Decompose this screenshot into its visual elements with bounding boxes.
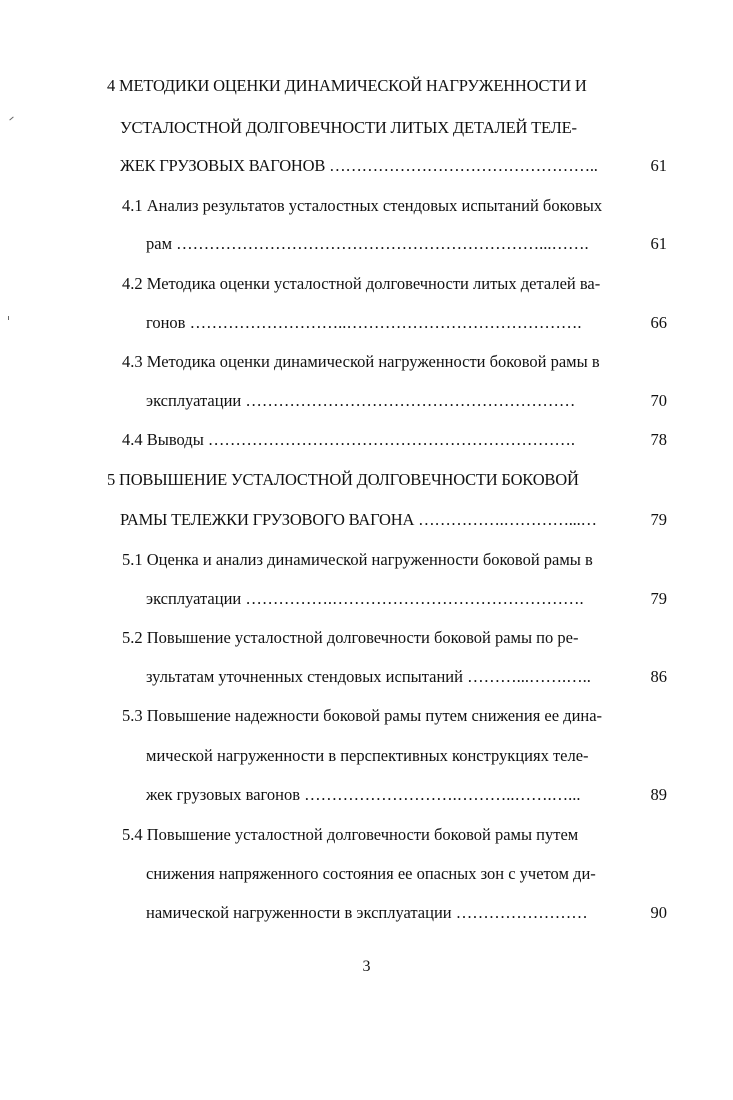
toc-section-4-2-line-2: гонов ………………………..……………………………………. — [146, 313, 582, 332]
toc-chapter-5-line-1: 5 ПОВЫШЕНИЕ УСТАЛОСТНОЙ ДОЛГОВЕЧНОСТИ БОКОВОЙ — [107, 470, 579, 489]
toc-section-4-2-line-1: 4.2 Методика оценки усталостной долговечности литых деталей ва- — [122, 274, 601, 293]
toc-section-5-3-line-2: мической нагруженности в перспективных конструкциях теле- — [146, 746, 589, 765]
toc-chapter-4-page: 61 — [650, 156, 667, 175]
toc-section-4-3-page: 70 — [650, 391, 667, 410]
toc-section-4-2-page: 66 — [650, 313, 667, 332]
toc-section-4-1-page: 61 — [650, 234, 667, 253]
toc-section-5-3-line-1: 5.3 Повышение надежности боковой рамы путем снижения ее дина- — [122, 706, 603, 725]
toc-chapter-4-line-1: 4 МЕТОДИКИ ОЦЕНКИ ДИНАМИЧЕСКОЙ НАГРУЖЕННОСТИ И — [107, 76, 587, 95]
scan-speck — [8, 316, 9, 320]
toc-section-5-1-line-2: эксплуатации …………….………………………………………. — [146, 589, 584, 608]
toc-section-5-3-line-3: жек грузовых вагонов ……………………….………..…….…... — [146, 785, 581, 804]
scan-speck — [9, 117, 13, 121]
toc-section-4-3-line-2: эксплуатации …………………………………………………… — [146, 391, 576, 410]
page-number: 3 — [362, 958, 371, 975]
toc-section-4-3-line-1: 4.3 Методика оценки динамической нагруженности боковой рамы в — [122, 352, 600, 371]
toc-section-5-2-line-2: зультатам уточненных стендовых испытаний ………...…….….. — [146, 667, 591, 686]
toc-chapter-4-line-3: ЖЕК ГРУЗОВЫХ ВАГОНОВ ………………………………………….. — [120, 156, 598, 175]
toc-section-5-1-page: 79 — [650, 589, 667, 608]
toc-section-5-3-page: 89 — [650, 785, 667, 804]
toc-section-5-4-line-1: 5.4 Повышение усталостной долговечности боковой рамы путем — [122, 825, 579, 844]
toc-section-5-2-page: 86 — [650, 667, 667, 686]
toc-section-5-4-line-3: намической нагруженности в эксплуатации …………………… — [146, 903, 588, 922]
toc-chapter-4-line-2: УСТАЛОСТНОЙ ДОЛГОВЕЧНОСТИ ЛИТЫХ ДЕТАЛЕЙ ТЕЛЕ- — [120, 118, 577, 137]
toc-section-5-4-page: 90 — [650, 903, 667, 922]
toc-section-5-4-line-2: снижения напряженного состояния ее опасных зон с учетом ди- — [146, 864, 596, 883]
toc-chapter-5-line-2: РАМЫ ТЕЛЕЖКИ ГРУЗОВОГО ВАГОНА …………….…………...… — [120, 510, 597, 529]
toc-section-5-1-line-1: 5.1 Оценка и анализ динамической нагруженности боковой рамы в — [122, 550, 593, 569]
toc-section-4-1-line-1: 4.1 Анализ результатов усталостных стендовых испытаний боковых — [122, 196, 603, 215]
toc-section-4-1-line-2: рам …………………………………………………………...……. — [146, 234, 589, 253]
toc-chapter-5-page: 79 — [650, 510, 667, 529]
toc-section-4-4-line-1: 4.4 Выводы …………………………………………………………. — [122, 430, 576, 449]
toc-section-5-2-line-1: 5.2 Повышение усталостной долговечности боковой рамы по ре- — [122, 628, 579, 647]
toc-section-4-4-page: 78 — [650, 430, 667, 449]
